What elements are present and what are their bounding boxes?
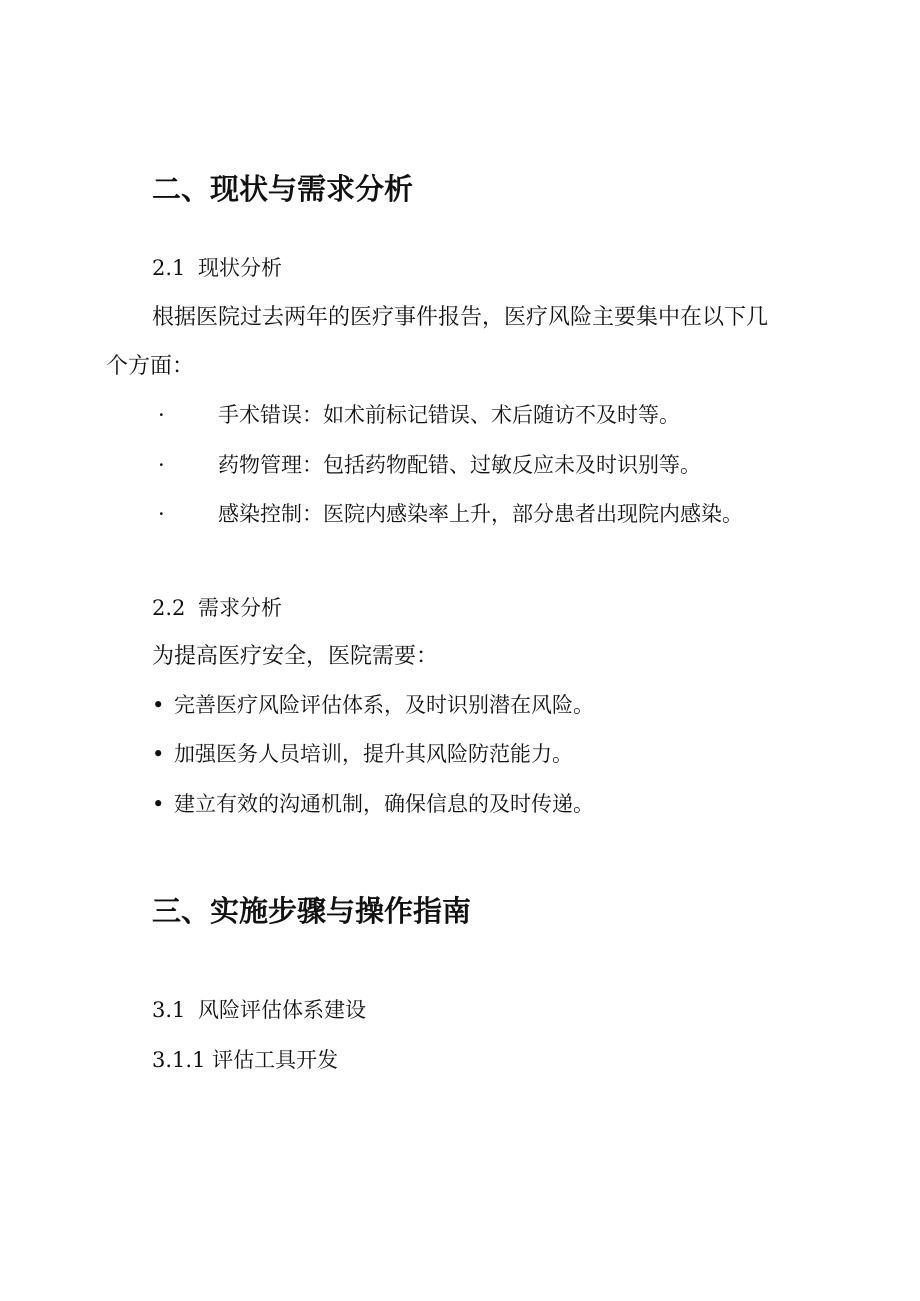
paragraph-line: 个方面： [106,354,195,379]
list-item [158,499,798,529]
paragraph-line: 为提高医疗安全，医院需要： [152,644,439,669]
list-item [152,690,792,720]
paragraph-line: 根据医院过去两年的医疗事件报告，医疗风险主要集中在以下几 [152,305,769,330]
subsection-number: 3.1 [152,998,186,1022]
list-item [158,400,798,430]
subsection-heading [152,593,282,623]
bullet-icon: • [152,792,165,816]
bullet-icon: · [158,403,165,427]
bullet-icon: • [152,693,165,717]
subsection-number: 2.1 [152,256,186,280]
list-item-text: 加强医务人员培训，提升其风险防范能力。 [174,742,573,766]
list-item-text: 药物管理：包括药物配错、过敏反应未及时识别等。 [218,453,701,477]
list-item-text: 手术错误：如术前标记错误、术后随访不及时等。 [218,403,680,427]
subsection-title: 需求分析 [198,596,282,620]
section-heading: 二、现状与需求分析 [152,172,414,206]
bullet-icon: • [152,742,165,766]
list-item [152,789,792,819]
subsection-title: 现状分析 [198,256,282,280]
list-item-text: 完善医疗风险评估体系，及时识别潜在风险。 [174,693,594,717]
subsection-title: 风险评估体系建设 [198,998,366,1022]
subsection-number: 2.2 [152,596,186,620]
section-heading: 三、实施步骤与操作指南 [152,894,472,928]
list-item-text: 感染控制：医院内感染率上升，部分患者出现院内感染。 [218,502,743,526]
bullet-icon: · [158,502,165,526]
subsubsection-heading: 3.1.1 评估工具开发 [152,1048,339,1072]
bullet-icon: · [158,453,165,477]
list-item [152,739,792,769]
list-item [158,450,798,480]
subsection-heading [152,253,282,283]
list-item-text: 建立有效的沟通机制，确保信息的及时传递。 [174,792,594,816]
subsection-heading [152,995,366,1025]
